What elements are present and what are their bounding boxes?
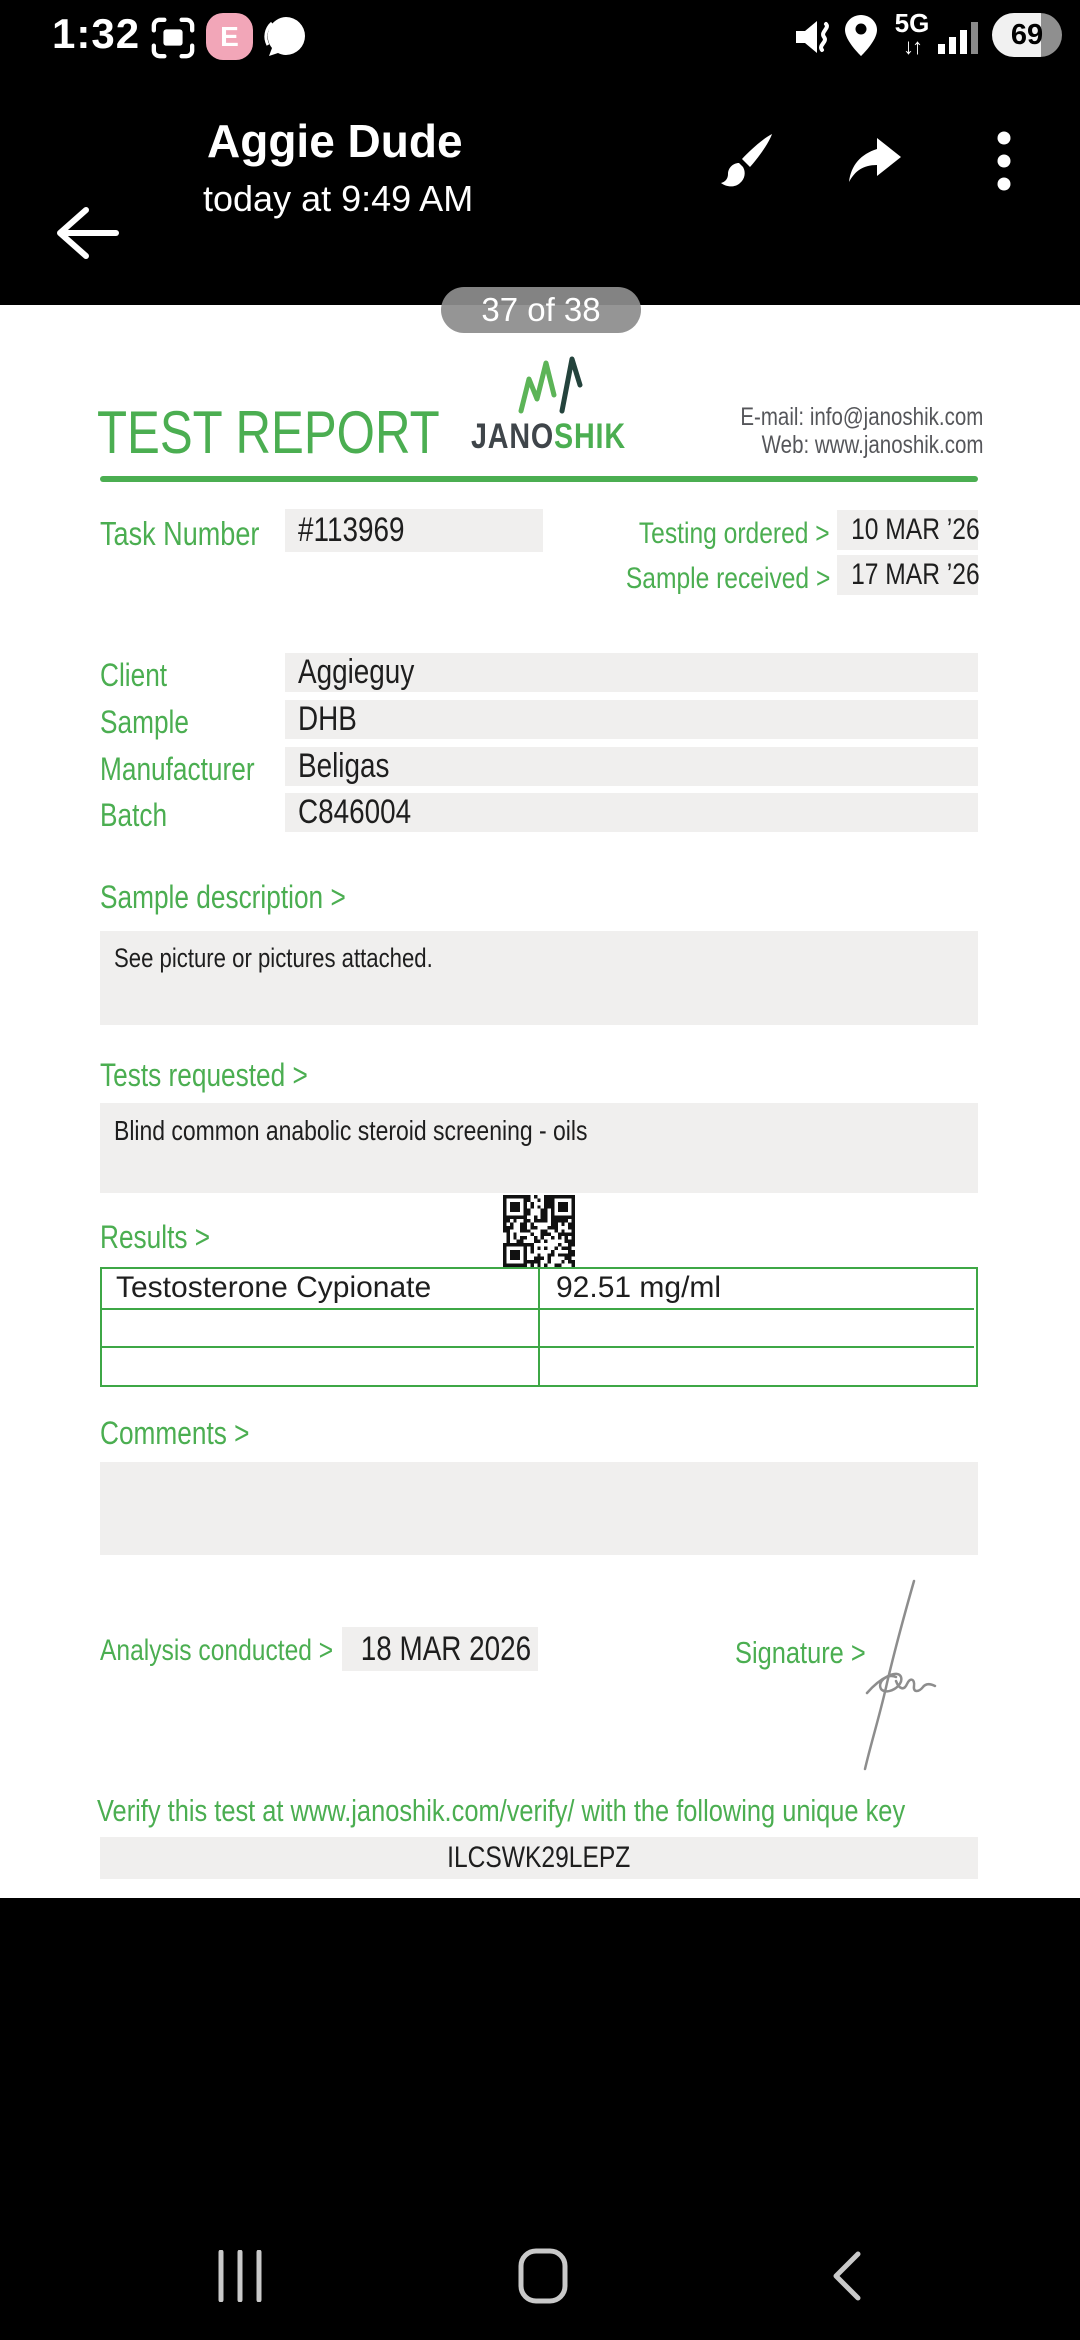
result-substance: [102, 1308, 538, 1346]
header-divider: [100, 476, 978, 482]
results-heading: Results >: [100, 1219, 211, 1255]
comments-box: [100, 1462, 978, 1555]
sample-received-label: Sample received >: [625, 562, 830, 595]
back-button[interactable]: [52, 202, 122, 264]
lab-website: Web: www.janoshik.com: [761, 431, 983, 459]
gallery-app-bar: [0, 72, 1080, 232]
lab-contact-info: [687, 403, 983, 459]
network-type-indicator: 5G ↓↑: [894, 8, 930, 59]
message-icon: [262, 15, 306, 64]
share-button[interactable]: [846, 132, 904, 190]
results-table: [100, 1267, 978, 1387]
mute-vibrate-icon: [794, 18, 840, 61]
sample-value: DHB: [285, 700, 978, 739]
location-icon: [844, 14, 878, 63]
result-substance: Testosterone Cypionate: [116, 1271, 432, 1304]
batch-value: C846004: [285, 793, 978, 832]
comments-heading: Comments >: [100, 1415, 250, 1451]
result-amount: [538, 1308, 974, 1346]
manufacturer-label: Manufacturer: [100, 751, 255, 787]
sample-label: Sample: [100, 704, 189, 740]
client-label: Client: [100, 657, 168, 693]
unique-key-value: ILCSWK29LEPZ: [100, 1837, 978, 1879]
result-amount: [538, 1346, 974, 1385]
home-button[interactable]: [483, 2226, 603, 2326]
result-amount: 92.51 mg/ml: [538, 1269, 974, 1308]
more-options-button[interactable]: [996, 130, 1032, 192]
signature-scribble: [838, 1573, 943, 1783]
photo-timestamp: today at 9:49 AM: [203, 178, 474, 219]
screenshot-icon: [150, 16, 196, 65]
testing-ordered-value: 10 MAR ’26: [837, 510, 978, 550]
back-nav-button[interactable]: [786, 2226, 906, 2326]
test-report-photo[interactable]: [0, 305, 1080, 1898]
edit-brush-button[interactable]: [718, 132, 776, 190]
notification-badge-e: E: [206, 13, 253, 60]
sample-received-value: 17 MAR ’26: [837, 555, 978, 595]
batch-label: Batch: [100, 797, 168, 833]
analysis-date-value: 18 MAR 2026: [342, 1627, 538, 1671]
battery-indicator: 69: [992, 13, 1062, 57]
tests-requested-heading: Tests requested >: [100, 1057, 308, 1093]
recents-button[interactable]: [180, 2226, 300, 2326]
janoshik-wordmark: JANOSHIK: [471, 417, 626, 456]
result-substance: [102, 1346, 538, 1385]
verify-instructions: Verify this test at www.janoshik.com/verify/ with the following unique key: [97, 1793, 906, 1828]
client-value: Aggieguy: [285, 653, 978, 692]
signal-strength-icon: [938, 20, 984, 59]
status-bar: [0, 0, 1080, 72]
sample-description-box: See picture or pictures attached.: [100, 931, 978, 1025]
report-title: TEST REPORT: [97, 399, 440, 466]
manufacturer-value: Beligas: [285, 747, 978, 786]
analysis-conducted-label: Analysis conducted >: [100, 1634, 334, 1667]
janoshik-logo-icon: [516, 355, 588, 420]
task-number-value: #113969: [285, 509, 543, 552]
signature-label: Signature >: [735, 1635, 866, 1670]
navigation-bar: [0, 2226, 1080, 2340]
photo-counter-pill: 37 of 38: [441, 287, 641, 333]
tests-requested-box: Blind common anabolic steroid screening - oils: [100, 1103, 978, 1193]
qr-code: [503, 1195, 575, 1267]
lab-email: E-mail: info@janoshik.com: [740, 403, 983, 431]
photo-title: Aggie Dude: [207, 115, 463, 167]
task-number-label: Task Number: [100, 515, 260, 552]
sample-description-heading: Sample description >: [100, 879, 346, 915]
clock: 1:32: [52, 10, 141, 57]
testing-ordered-label: Testing ordered >: [639, 517, 830, 550]
